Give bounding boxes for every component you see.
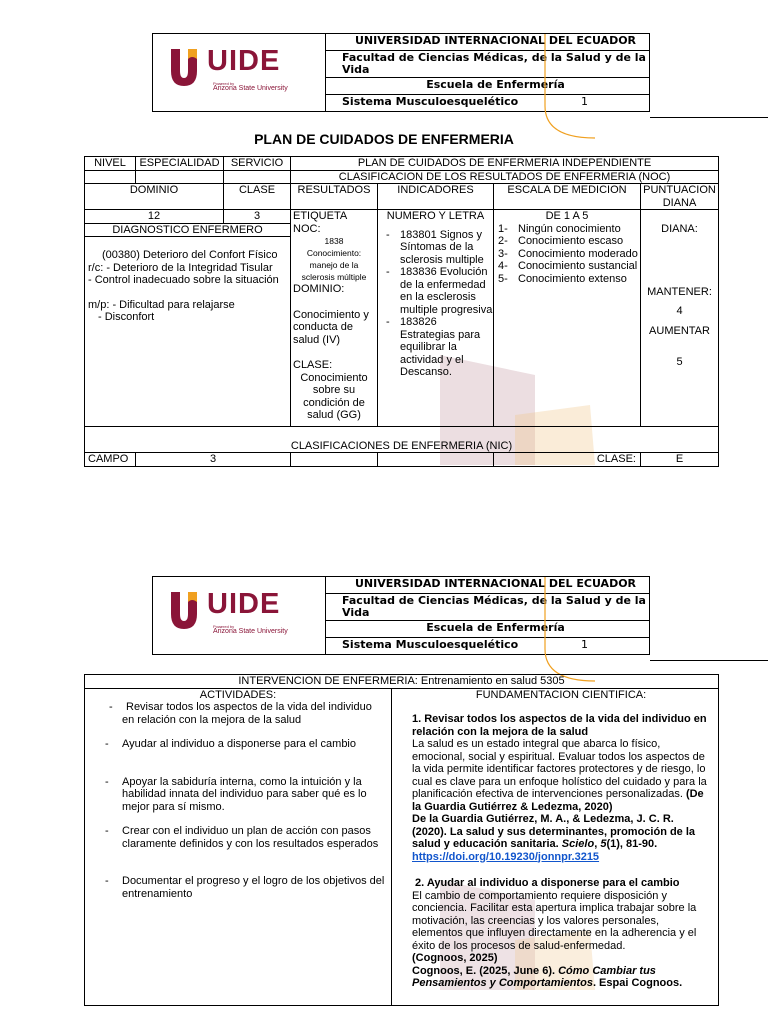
puntuacion-cell	[641, 210, 719, 427]
scale-item: 5- Conocimiento extenso	[498, 272, 627, 285]
clasificacion-noc: CLASIFICACION DE LOS RESULTADOS DE ENFERMERIA (NOC)	[291, 170, 719, 184]
system-number: 1	[581, 638, 588, 651]
indicator-item: - 183836 Evolución de la enfermedad en la esclerosis multiple progresiva	[400, 266, 493, 316]
scale-item: 4- Conocimiento sustancial	[498, 260, 638, 272]
university-name: UNIVERSIDAD INTERNACIONAL DEL ECUADOR	[326, 577, 650, 594]
col-resultados: RESULTADOS	[291, 184, 378, 210]
diagnostico-label: DIAGNOSTICO ENFERMERO	[85, 223, 291, 237]
uide-u-logo-icon	[169, 590, 199, 630]
actividades-label: ACTIVIDADES:	[199, 688, 277, 701]
logo-cell	[153, 577, 326, 655]
col-escala: ESCALA DE MEDICION	[494, 184, 641, 210]
header-rule	[650, 660, 768, 661]
activity-item: - Revisar todos los aspectos de la vida del individuo en relación con la mejora de la salud	[85, 701, 391, 726]
diagnostico-line3: - Control inadecuado sobre la situación	[88, 274, 279, 286]
logo-cell	[153, 34, 326, 112]
col-clase: CLASE	[224, 184, 291, 210]
logo-asu: Arizona State University	[213, 85, 288, 92]
diagnostico-line2: r/c: - Deterioro de la Integridad Tisular	[88, 261, 273, 274]
logo-asu: Arizona State University	[213, 628, 288, 635]
system-name: Sistema Musculoesquelético	[342, 95, 519, 108]
nic-label: CLASIFICACIONES DE ENFERMERIA (NIC)	[85, 427, 719, 453]
f2-reference: Cognoos, E. (2025, June 6). Cómo Cambiar tus Pensamientos y Comportamientos. Espai Cognoos.	[412, 964, 683, 989]
clase-nic-value: E	[641, 453, 719, 467]
faculty-name: Facultad de Ciencias Médicas, de la Salud y de la Vida	[326, 594, 650, 621]
resultados-clase-text: Conocimiento sobre su condición de salud (GG)	[300, 371, 368, 421]
servicio-value	[224, 170, 291, 184]
campo-label: CAMPO	[85, 453, 136, 467]
clase-nic-label: CLASE:	[494, 453, 641, 467]
system-number: 1	[581, 95, 588, 108]
decorative-curve-icon	[535, 577, 605, 685]
especialidad-value	[136, 170, 224, 184]
indicator-item: - 183801 Signos y Síntomas de la sclerosis multiple	[400, 229, 493, 267]
school-name: Escuela de Enfermería	[326, 621, 650, 638]
activity-item: - Apoyar la sabiduría interna, como la intuición y la habilidad innata del individuo para saber qué es lo mejor para sí mismo.	[85, 776, 391, 814]
uide-logo	[169, 44, 319, 96]
f1-reference: De la Guardia Gutiérrez, M. A., & Ledezma, J. C. R. (2020). La salud y sus determinantes, promoción de la salud y educación sanitaria. Scielo, 5(1), 81-90. https://doi.org/10.19230/jonnpr.3215	[412, 813, 696, 863]
etiqueta-code: 1838	[324, 236, 344, 246]
aumentar-label: AUMENTAR	[649, 324, 710, 337]
nivel-value	[85, 170, 136, 184]
f2-heading: 2. Ayudar al individuo a disponerse para el cambio	[415, 877, 680, 889]
numero-letra: NUMERO Y LETRA	[386, 210, 485, 222]
diagnostico-cell	[85, 237, 291, 427]
resultados-clase-label: CLASE:	[293, 359, 333, 371]
escala-range: DE 1 A 5	[545, 210, 589, 222]
doi-link[interactable]: https://doi.org/10.19230/jonnpr.3215	[412, 850, 600, 863]
etiqueta-text: Conocimiento: manejo de la sclerosis múltiple	[301, 248, 367, 282]
escala-cell	[494, 210, 641, 427]
scale-item: 3- Conocimiento moderado	[498, 247, 638, 260]
col-puntuacion: PUNTUACION DIANA	[641, 184, 719, 210]
fundamentacion-cell	[392, 688, 719, 1005]
indicator-item: - 183826 Estrategias para equilibrar la actividad y el Descanso.	[400, 316, 493, 379]
intervention-title: INTERVENCION DE ENFERMERIA: Entrenamiento en salud 5305	[85, 675, 719, 689]
system-name: Sistema Musculoesquelético	[342, 638, 519, 651]
mantener-label: MANTENER:	[647, 285, 712, 298]
decorative-curve-icon	[535, 34, 605, 142]
logo-powered-by: Powered by	[213, 81, 235, 86]
col-especialidad: ESPECIALIDAD	[136, 157, 224, 171]
diana-label: DIANA:	[661, 223, 698, 235]
actividades-cell	[85, 688, 392, 1005]
plan-independiente: PLAN DE CUIDADOS DE ENFERMERIA INDEPENDIENTE	[291, 157, 719, 171]
resultados-dominio-text: Conocimiento y conducta de salud (IV)	[293, 308, 369, 346]
mantener-value: 4	[676, 305, 683, 317]
activity-item: - Ayudar al individuo a disponerse para el cambio	[85, 738, 391, 751]
indicadores-cell	[378, 210, 494, 427]
activity-list	[85, 701, 391, 900]
f2-body: El cambio de comportamiento requiere disposición y conciencia. Facilitar esta apertura implica trabajar sobre la motivación, las creencias y los valores personales, elementos que influyen directamente en la adherencia y el éxito de los procesos de salud-enfermedad.	[412, 889, 697, 952]
diagnostico-mp2: - Disconfort	[98, 311, 155, 323]
f2-cite: (Cognoos, 2025)	[412, 952, 498, 964]
indicator-list	[378, 229, 493, 379]
logo-powered-by: Powered by	[213, 624, 235, 629]
etiqueta-label: ETIQUETA NOC:	[293, 210, 347, 235]
faculty-name: Facultad de Ciencias Médicas, de la Salud y de la Vida	[326, 51, 650, 78]
col-servicio: SERVICIO	[224, 157, 291, 171]
aumentar-value: 5	[676, 356, 683, 368]
scale-item: 2- Conocimiento escaso	[498, 235, 624, 247]
uide-u-logo-icon	[169, 47, 199, 87]
school-name: Escuela de Enfermería	[326, 78, 650, 95]
scale-item: 1- Ningún conocimiento	[498, 222, 621, 235]
care-plan-table	[84, 156, 719, 467]
col-nivel: NIVEL	[85, 157, 136, 171]
uide-logo	[169, 587, 319, 639]
intervention-table	[84, 674, 719, 1006]
university-name: UNIVERSIDAD INTERNACIONAL DEL ECUADOR	[326, 34, 650, 51]
scale-list	[494, 223, 640, 286]
activity-item: - Crear con el individuo un plan de acción con pasos claramente definidos y con los resultados esperados	[85, 825, 391, 850]
logo-wordmark: UIDE	[207, 588, 281, 620]
clase-value: 3	[224, 210, 291, 224]
logo-wordmark: UIDE	[207, 45, 281, 77]
nic-empty-2	[378, 453, 494, 467]
f1-cite: (De la Guardia Gutiérrez & Ledezma, 2020)	[412, 788, 704, 813]
header-rule	[650, 117, 768, 118]
resultados-cell	[291, 210, 378, 427]
activity-item: - Documentar el progreso y el logro de los objetivos del entrenamiento	[85, 875, 391, 900]
dominio-value: 12	[85, 210, 224, 224]
f1-heading: 1. Revisar todos los aspectos de la vida del individuo en relación con la mejora de la salud	[412, 713, 707, 738]
f1-body: La salud es un estado integral que abarca lo físico, emocional, social y espiritual. Evaluar todos los aspectos de la vida permite identificar factores protectores y de riesgo, lo cual es clave para un enfoque holístico del cuidado y para la planificación efectiva de intervenciones personalizadas. (De la Guardia Gutiérrez & Ledezma, 2020)	[412, 738, 707, 813]
nic-empty-1	[291, 453, 378, 467]
resultados-dominio-label: DOMINIO:	[293, 283, 345, 295]
diagnostico-line1: (00380) Deterioro del Confort Físico	[102, 249, 278, 261]
col-dominio: DOMINIO	[85, 184, 224, 210]
col-indicadores: INDICADORES	[378, 184, 494, 210]
diagnostico-mp1: m/p: - Dificultad para relajarse	[88, 298, 235, 311]
campo-value: 3	[136, 453, 291, 467]
plan-title: PLAN DE CUIDADOS DE ENFERMERIA	[254, 131, 514, 147]
fundamentacion-label: FUNDAMENTACION CIENTIFICA:	[475, 688, 647, 701]
